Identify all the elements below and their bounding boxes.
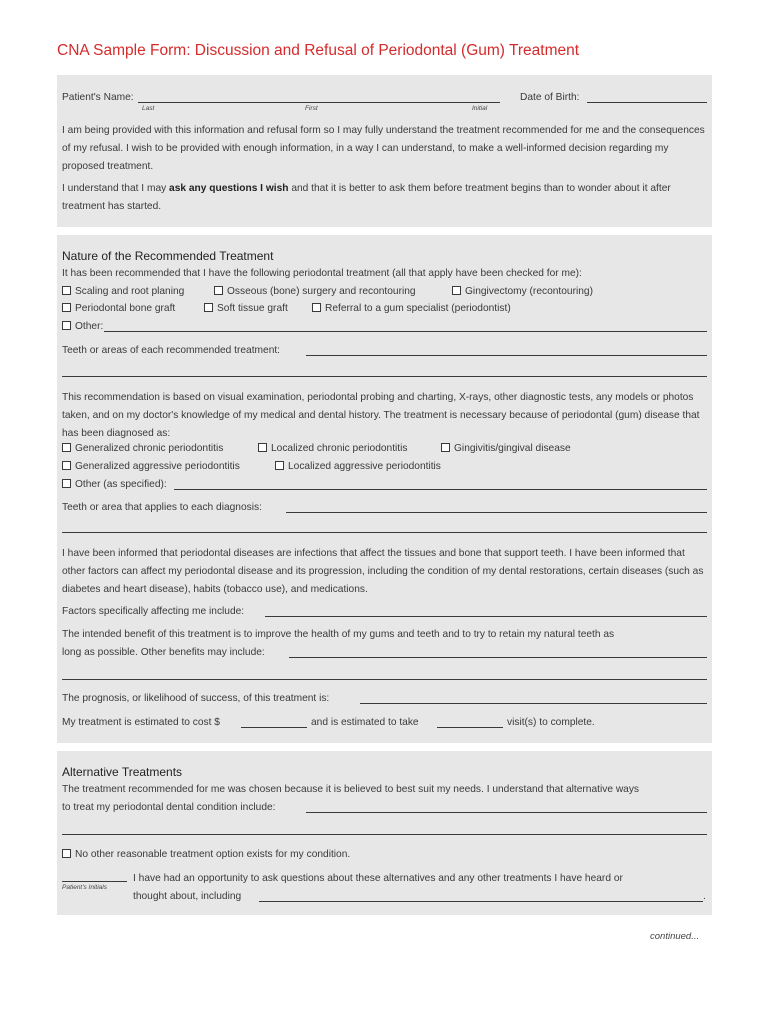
option-other[interactable] xyxy=(62,321,103,332)
checkbox-icon[interactable] xyxy=(62,321,71,330)
teeth-diag-field[interactable] xyxy=(286,512,707,513)
option-label: Osseous (bone) surgery and recontouring xyxy=(227,286,416,297)
cost-field[interactable] xyxy=(241,727,307,728)
checkbox-icon[interactable] xyxy=(62,286,71,295)
diag-gen-chronic[interactable] xyxy=(62,443,223,454)
visits-field[interactable] xyxy=(437,727,503,728)
diag-loc-aggressive[interactable] xyxy=(275,461,441,472)
alternatives-line-1: The treatment recommended for me was chosen because it is believed to best suit my needs. I understand that alternative ways xyxy=(62,784,640,795)
option-label: Generalized chronic periodontitis xyxy=(75,443,224,454)
questions-text-bold: ask any questions I wish xyxy=(169,183,289,194)
checkbox-icon[interactable] xyxy=(62,443,71,452)
option-label: Other (as specified): xyxy=(75,479,167,490)
questions-text-a: I understand that I may xyxy=(62,183,170,194)
nature-panel xyxy=(57,235,712,743)
checkbox-icon[interactable] xyxy=(62,479,71,488)
checkbox-icon[interactable] xyxy=(214,286,223,295)
option-referral[interactable] xyxy=(312,303,511,314)
checkbox-icon[interactable] xyxy=(452,286,461,295)
option-label: Generalized aggressive periodontitis xyxy=(75,461,240,472)
option-label: Soft tissue graft xyxy=(217,303,288,314)
benefit-field-2[interactable] xyxy=(62,679,707,680)
alternatives-heading: Alternative Treatments xyxy=(62,765,183,779)
checkbox-icon[interactable] xyxy=(62,303,71,312)
checkbox-icon[interactable] xyxy=(258,443,267,452)
patient-initials-field[interactable] xyxy=(62,881,127,882)
informed-paragraph: I have been informed that periodontal diseases are infections that affect the tissues and bone that support teeth. I have been informed that other factors can affect my periodontal disease and its progression, including the condition of my dental restorations, certain diseases (such as diabetes and heart disease), habits (tobacco use), and medications. xyxy=(62,548,704,595)
last-caption: Last xyxy=(142,105,155,112)
continued-note: continued... xyxy=(650,931,700,942)
alternatives-field-2[interactable] xyxy=(62,834,707,835)
nature-heading: Nature of the Recommended Treatment xyxy=(62,249,274,263)
option-no-other[interactable] xyxy=(62,849,350,860)
patient-name-field[interactable] xyxy=(138,102,500,103)
checkbox-icon[interactable] xyxy=(441,443,450,452)
teeth-diag-field-2[interactable] xyxy=(62,532,707,533)
patient-initials-caption: Patient's Initials xyxy=(62,884,107,891)
option-label: Localized aggressive periodontitis xyxy=(288,461,441,472)
patient-info-panel xyxy=(57,75,712,227)
patient-name-label: Patient's Name: xyxy=(62,92,134,103)
option-label: Scaling and root planing xyxy=(75,286,185,297)
initial-caption: Initial xyxy=(472,105,488,112)
cost-text-c: visit(s) to complete. xyxy=(507,717,595,728)
benefit-line-1: The intended benefit of this treatment is to improve the health of my gums and teeth and to try to retain my natural teeth as xyxy=(62,629,615,640)
option-label: Gingivectomy (recontouring) xyxy=(465,286,593,297)
checkbox-icon[interactable] xyxy=(62,461,71,470)
option-label: Localized chronic periodontitis xyxy=(271,443,408,454)
prognosis-field[interactable] xyxy=(360,703,707,704)
factors-field[interactable] xyxy=(265,616,707,617)
cost-text-a: My treatment is estimated to cost $ xyxy=(62,717,220,728)
basis-paragraph: This recommendation is based on visual examination, periodontal probing and charting, X-rays, other diagnostic tests, any models or photos taken, and on my doctor's knowledge of my medical and dental history. The treatment is necessary because of periodontal (gum) disease that has been diagnosed as: xyxy=(62,392,700,439)
questions-period: . xyxy=(703,891,706,902)
teeth-label: Teeth or areas of each recommended treatment: xyxy=(62,345,281,356)
questions-text-b: and that it is better to ask them before treatment begins than to wonder about it after treatment has started. xyxy=(62,183,671,212)
dob-label: Date of Birth: xyxy=(520,92,580,103)
other-field[interactable] xyxy=(104,331,707,332)
option-gingivectomy[interactable] xyxy=(452,286,593,297)
teeth-diag-label: Teeth or area that applies to each diagnosis: xyxy=(62,502,262,513)
alternatives-field[interactable] xyxy=(306,812,707,813)
diag-loc-chronic[interactable] xyxy=(258,443,407,454)
questions-line-2: thought about, including xyxy=(133,891,242,902)
option-bone-graft[interactable] xyxy=(62,303,175,314)
dob-field[interactable] xyxy=(587,102,707,103)
option-soft-tissue[interactable] xyxy=(204,303,288,314)
diag-gen-aggressive[interactable] xyxy=(62,461,240,472)
intro-paragraph: I am being provided with this information and refusal form so I may fully understand the treatment recommended for me and the consequences of my refusal. I wish to be provided with enough information, in a way I can understand, to make a well-informed decision regarding my proposed treatment. xyxy=(62,125,705,172)
option-label: Other: xyxy=(75,321,104,332)
alternatives-panel xyxy=(57,751,712,915)
option-scaling[interactable] xyxy=(62,286,184,297)
benefit-line-2: long as possible. Other benefits may include: xyxy=(62,647,265,658)
option-label: Periodontal bone graft xyxy=(75,303,176,314)
diag-other-field[interactable] xyxy=(174,489,707,490)
checkbox-icon[interactable] xyxy=(204,303,213,312)
prognosis-label: The prognosis, or likelihood of success, of this treatment is: xyxy=(62,693,330,704)
option-osseous[interactable] xyxy=(214,286,416,297)
questions-paragraph xyxy=(62,180,707,216)
option-label: No other reasonable treatment option exists for my condition. xyxy=(75,849,351,860)
checkbox-icon[interactable] xyxy=(62,849,71,858)
option-label: Gingivitis/gingival disease xyxy=(454,443,571,454)
cost-text-b: and is estimated to take xyxy=(311,717,419,728)
nature-lead: It has been recommended that I have the following periodontal treatment (all that apply have been checked for me): xyxy=(62,268,582,279)
first-caption: First xyxy=(305,105,318,112)
checkbox-icon[interactable] xyxy=(275,461,284,470)
factors-label: Factors specifically affecting me include: xyxy=(62,606,245,617)
teeth-field-2[interactable] xyxy=(62,376,707,377)
option-label: Referral to a gum specialist (periodontist) xyxy=(325,303,511,314)
alternatives-line-2: to treat my periodontal dental condition include: xyxy=(62,802,276,813)
teeth-field[interactable] xyxy=(306,355,707,356)
benefit-field[interactable] xyxy=(289,657,707,658)
diag-other[interactable] xyxy=(62,479,167,490)
questions-field[interactable] xyxy=(259,901,703,902)
questions-line-1: I have had an opportunity to ask questions about these alternatives and any other treatments I have heard or xyxy=(133,873,623,884)
form-title: CNA Sample Form: Discussion and Refusal of Periodontal (Gum) Treatment xyxy=(57,42,580,59)
diag-gingivitis[interactable] xyxy=(441,443,571,454)
checkbox-icon[interactable] xyxy=(312,303,321,312)
